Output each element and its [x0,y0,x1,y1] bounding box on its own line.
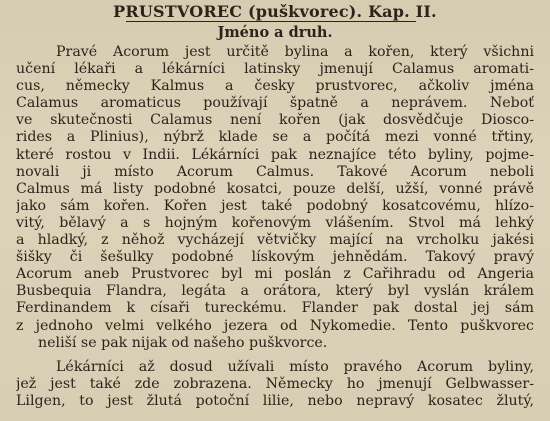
text-line: Lékárníci až dosud užívali místo pravého Acorum byliny, [56,358,534,375]
section-subtitle: Jméno a druh. [217,24,333,41]
text-line: a hladký, z něhož vycházejí větvičky mající na vrcholku jakési [16,232,534,249]
text-line: Busbequia Flandra, legáta a orátora, který byl vyslán králem [16,283,534,300]
text-line: Ferdinandem k císaři tureckému. Flander pak dostal jej sám [16,300,534,317]
chapter-title: PRUSTVOREC (puškvorec). Kap. II. [113,2,437,21]
chapter-header [0,2,550,21]
text-line: Calamus aromaticus používají špatně a neprávem. Neboť [16,95,534,112]
title-underline [126,21,416,22]
text-line: ve skutečnosti Calamus není kořen (jak dosvědčuje Dioscо- [16,112,534,129]
text-line: učení lékaři a lékárníci latinsky jmenují Calamus aromati- [16,61,534,78]
body-text [16,44,534,410]
text-line: Lilgen, to jest žlutá potoční lilie, nebo nepravý kosatec žlutý, [16,392,534,409]
text-line: vitý, bělavý a s hojným kořenovým vlášením. Stvol má lehký [16,214,534,231]
text-line: z jednoho velmi velkého jezera od Nykomedie. Tento puškvorec [16,317,534,334]
text-line: Pravé Acorum jest určitě bylina a kořen, který všichni [56,44,534,60]
text-line: rides a Plinius), nýbrž klade se a počítá mezi vonné třtiny, [16,129,534,146]
text-line: Calmus má listy podobné kosatci, pouze delší, užší, vonné právě [16,180,534,197]
text-line: cus, německy Kalmus a česky prustvorec, ačkoliv jména [16,78,534,95]
text-line: které rostou v Indii. Lékárníci pak neznajíce této byliny, pojme- [16,146,534,163]
text-line: neliší se pak nijak od našeho puškvorce. [38,334,328,351]
text-line: šišky či šešulky podobné lískovým jehnědám. Takový pravý [16,249,534,266]
text-line: jež jest také zde zobrazena. Německy ho jmenují Gelbwasser- [16,375,534,392]
text-line: Acorum aneb Prustvorec byl mi poslán z Cařihradu od Angeria [16,266,534,283]
text-line: jako sám kořen. Kořen jest také podobný kosatcovému, hlízo- [16,197,534,214]
text-line: novali ji místo Acorum Calmus. Takové Acorum neboli [16,163,534,180]
